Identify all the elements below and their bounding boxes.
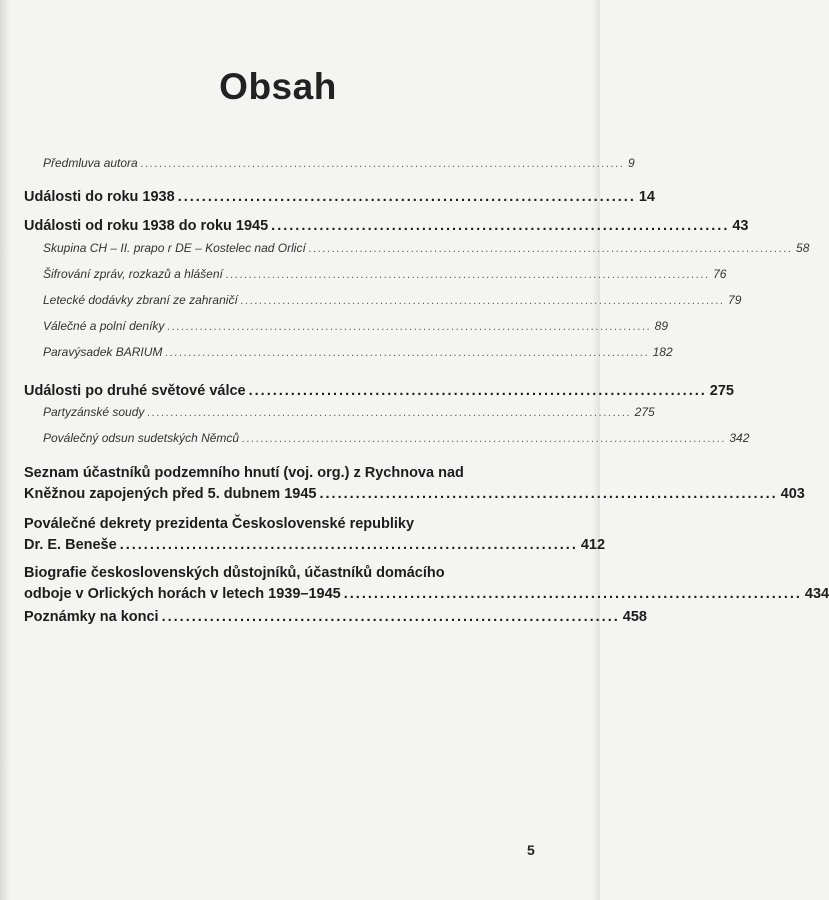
toc-entry-page: 412 (580, 537, 606, 553)
toc-entry-label: Události do roku 1938 (24, 189, 175, 205)
toc-entry-events-after-war (24, 383, 734, 399)
toc-entry-participants (24, 463, 805, 505)
page-edge-left (0, 0, 10, 900)
toc-entry-page: 275 (634, 405, 655, 419)
toc-entry-page: 403 (780, 486, 805, 502)
toc-entry-preface (43, 156, 635, 170)
toc-entry-label: Poznámky na konci (24, 609, 159, 625)
toc-subentry (43, 293, 742, 307)
toc-entry-label: Poválečný odsun sudetských Němců (43, 431, 240, 445)
leader-dots: ............................................................................ (343, 586, 802, 602)
toc-entry-page: 434 (804, 586, 829, 602)
leader-dots: ........................................................................................................ (242, 433, 727, 445)
leader-dots: ........................................................................................................ (308, 243, 794, 255)
leader-dots: ............................................................................ (177, 189, 636, 205)
toc-entry-page: 342 (729, 431, 750, 445)
toc-entry-label: Události od roku 1938 do roku 1945 (24, 218, 269, 234)
leader-dots: ........................................................................................................ (225, 269, 711, 281)
toc-entry-label-line2: odboje v Orlických horách v letech 1939–1945 (24, 586, 341, 602)
toc-subentry (43, 405, 655, 419)
leader-dots: ........................................................................................................ (167, 321, 652, 333)
toc-subentry (43, 241, 810, 255)
toc-entry-label-line2: Dr. E. Beneše (24, 537, 117, 553)
toc-entry-decrees (24, 514, 606, 556)
toc-entry-label: Předmluva autora (43, 156, 138, 170)
leader-dots: ............................................................................ (319, 486, 778, 502)
leader-dots: ........................................................................................................ (140, 158, 625, 170)
toc-entry-page: 76 (713, 267, 727, 281)
toc-subentry (43, 345, 673, 359)
toc-subentry (43, 319, 669, 333)
toc-entry-page: 79 (728, 293, 742, 307)
toc-entry-endnotes (24, 609, 647, 625)
toc-entry-label: Paravýsadek BARIUM (43, 345, 163, 359)
toc-entry-label: Letecké dodávky zbraní ze zahraničí (43, 293, 238, 307)
toc-entry-biographies (24, 563, 829, 605)
toc-entry-label-line1: Poválečné dekrety prezidenta Československé republiky (24, 516, 415, 532)
toc-entry-label: Partyzánské soudy (43, 405, 145, 419)
toc-entry-page: 458 (622, 609, 647, 625)
leader-dots: ........................................................................................................ (165, 347, 650, 359)
toc-entry-label-line1: Seznam účastníků podzemního hnutí (voj. org.) z Rychnova nad (24, 465, 464, 481)
leader-dots: ........................................................................................................ (240, 295, 726, 307)
toc-entry-page: 182 (652, 345, 673, 359)
toc-entry-page: 14 (638, 189, 655, 205)
toc-entry-label: Události po druhé světové válce (24, 383, 246, 399)
leader-dots: ............................................................................ (248, 383, 707, 399)
toc-entry-events-1938 (24, 189, 655, 205)
toc-subentry (43, 267, 727, 281)
leader-dots: ........................................................................................................ (147, 407, 632, 419)
toc-entry-page: 275 (709, 383, 734, 399)
toc-entry-page: 43 (732, 218, 749, 234)
page-number: 5 (527, 842, 535, 858)
toc-entry-page: 58 (796, 241, 810, 255)
toc-entry-events-1938-1945 (24, 218, 749, 234)
toc-entry-label: Skupina CH – II. prapo r DE – Kostelec nad Orlicí (43, 241, 306, 255)
toc-entry-page: 9 (627, 156, 635, 170)
leader-dots: ............................................................................ (161, 609, 620, 625)
leader-dots: ............................................................................ (119, 537, 578, 553)
toc-entry-page: 89 (654, 319, 669, 333)
leader-dots: ............................................................................ (271, 218, 730, 234)
page-title: Obsah (219, 66, 337, 107)
toc-entry-label: Válečné a polní deníky (43, 319, 165, 333)
toc-entry-label: Šifrování zpráv, rozkazů a hlášení (43, 267, 223, 281)
page-edge-right (592, 0, 600, 900)
toc-entry-label-line1: Biografie československých důstojníků, účastníků domácího (24, 565, 445, 581)
toc-entry-label-line2: Kněžnou zapojených před 5. dubnem 1945 (24, 486, 317, 502)
toc-subentry (43, 431, 750, 445)
